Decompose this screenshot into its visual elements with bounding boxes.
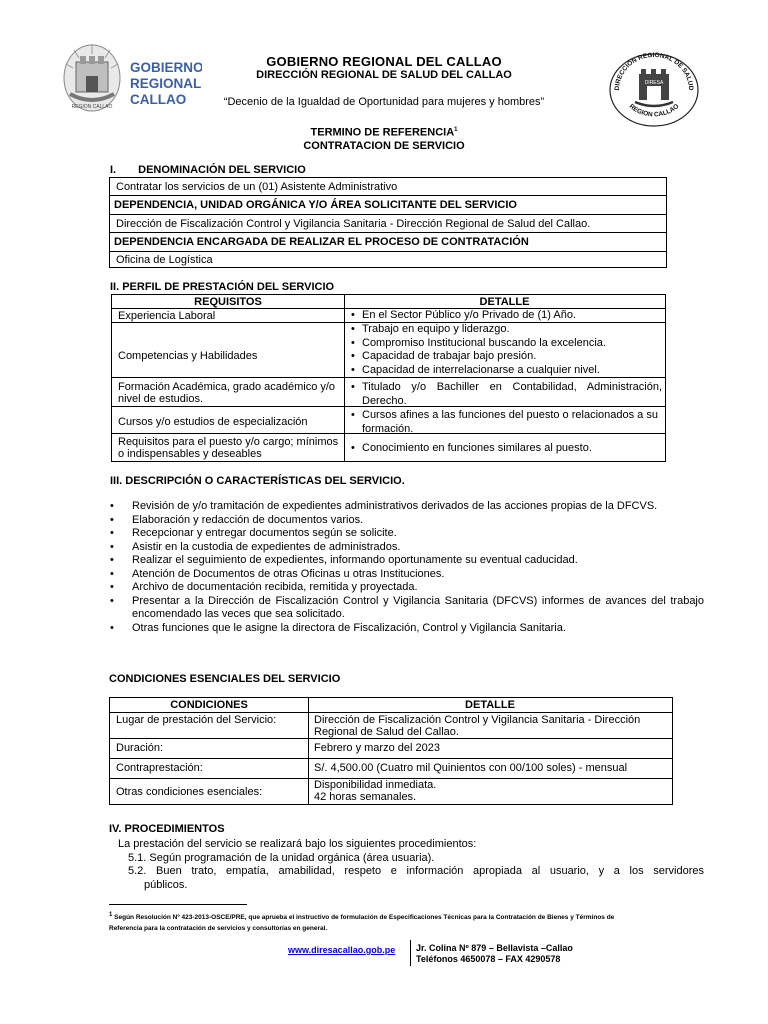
svg-text:DIRECCIÓN REGIONAL DE SALUD: DIRECCIÓN REGIONAL DE SALUD	[613, 51, 695, 91]
conditions-table	[109, 697, 673, 805]
list-item: • Otras funciones que le asigne la directora de Fiscalización, Control y Vigilancia Sanitaria.	[104, 622, 704, 636]
condition-label: Duración:	[116, 742, 164, 754]
section3-heading: III. DESCRIPCIÓN O CARACTERÍSTICAS DEL SERVICIO.	[110, 475, 405, 487]
section1-table	[109, 177, 667, 268]
contracting-dependency-value: Oficina de Logística	[116, 254, 213, 266]
procedure-item: 5.2. Buen trato, empatía, amabilidad, respeto e información apropiada al usuario, y a los servidores	[128, 865, 704, 877]
diresa-seal-logo	[605, 50, 703, 128]
website-link[interactable]: www.diresacallao.gob.pe	[288, 945, 396, 955]
col-header-requisitos: REQUISITOS	[194, 296, 262, 308]
procedure-item: 5.1. Según programación de la unidad orgánica (área usuaria).	[128, 851, 435, 864]
contracting-dependency-heading: DEPENDENCIA ENCARGADA DE REALIZAR EL PROCESO DE CONTRATACIÓN	[114, 236, 529, 248]
svg-text:REGION CALLAO: REGION CALLAO	[627, 102, 681, 119]
footnote-separator	[109, 904, 247, 905]
list-item: • Realizar el seguimiento de expedientes, informando oportunamente su eventual caducidad.	[104, 554, 704, 568]
table-row-det: • Trabajo en equipo y liderazgo. • Compromiso Institucional buscando la excelencia. • Capacidad de trabajar bajo presión. • Capacidad de interrelacionarse a cualquier nivel.	[350, 323, 662, 377]
list-item: • Recepcionar y entregar documentos según se solicite.	[104, 527, 704, 541]
service-description-list	[104, 500, 704, 635]
logo-text-line3: CALLAO	[130, 92, 187, 107]
procedure-item-continuation: públicos.	[144, 878, 188, 891]
condition-detail: Disponibilidad inmediata. 42 horas semanales.	[314, 779, 437, 803]
table-row-det: • Cursos afines a las funciones del puesto o relacionados a su formación.	[350, 409, 662, 436]
dependency-heading: DEPENDENCIA, UNIDAD ORGÁNICA Y/O ÁREA SOLICITANTE DEL SERVICIO	[114, 199, 517, 211]
table-row-det: • Titulado y/o Bachiller en Contabilidad, Administración, Derecho.	[350, 381, 662, 408]
logo-text-line2: REGIONAL	[130, 76, 202, 91]
condition-detail: Dirección de Fiscalización Control y Vigilancia Sanitaria - Dirección Regional de Salud del Callao.	[314, 714, 641, 738]
header-subtitle: DIRECCIÓN REGIONAL DE SALUD DEL CALLAO	[256, 69, 512, 81]
footnote: $^1$ Según Resolución Nº 423-2013-OSCE/PRE, que aprueba el instructivo de formulación de Especificaciones Técnicas para la Contratación de Bienes y Términos de Referencia para la contratación de servicios y consultorías en general.	[109, 912, 615, 933]
list-item: • Elaboración y redacción de documentos varios.	[104, 514, 704, 528]
section2-heading: II. PERFIL DE PRESTACIÓN DEL SERVICIO	[110, 281, 335, 293]
section1-heading: I. DENOMINACIÓN DEL SERVICIO	[110, 164, 306, 176]
footer-address: Jr. Colina Nº 879 – Bellavista –Callao	[416, 943, 573, 953]
condition-label: Lugar de prestación del Servicio:	[116, 714, 277, 726]
document-title: TERMINO DE REFERENCIA$^1$ CONTRATACION DE SERVICIO	[303, 126, 465, 152]
footnote-ref: 1	[454, 127, 458, 133]
table-row-req: Requisitos para el puesto y/o cargo; mínimos o indispensables y deseables	[118, 436, 339, 460]
table-row-req: Experiencia Laboral	[118, 310, 216, 322]
section4-heading: IV. PROCEDIMIENTOS	[109, 823, 225, 835]
table-row-req: Formación Académica, grado académico y/o nivel de estudios.	[118, 381, 336, 405]
table-row-det: • Conocimiento en funciones similares al puesto.	[350, 442, 662, 456]
footer-contact	[416, 943, 573, 965]
list-item: • Presentar a la Dirección de Fiscalización Control y Vigilancia Sanitaria (DFCVS) informes de avances del trabajo encomendado las veces que sea solicitado.	[104, 595, 704, 622]
logo-text-line1: GOBIERNO	[130, 60, 202, 75]
dependency-value: Dirección de Fiscalización Control y Vigilancia Sanitaria - Dirección Regional de Salud del Callao.	[116, 218, 591, 230]
table-row-req: Competencias y Habilidades	[118, 350, 258, 362]
service-name: Contratar los servicios de un (01) Asistente Administrativo	[116, 181, 398, 193]
svg-text:DIRESA: DIRESA	[644, 80, 664, 86]
header-title: GOBIERNO REGIONAL DEL CALLAO	[266, 54, 502, 69]
condition-detail: S/. 4,500.00 (Cuatro mil Quinientos con 00/100 soles) - mensual	[314, 762, 628, 774]
condition-detail: Febrero y marzo del 2023	[314, 742, 440, 754]
col-header-condiciones: CONDICIONES	[170, 699, 248, 711]
col-header-detalle: DETALLE	[479, 296, 530, 308]
table-row-req: Cursos y/o estudios de especialización	[118, 416, 308, 428]
footer-phones: Teléfonos 4650078 – FAX 4290578	[416, 954, 561, 964]
procedures-block	[118, 838, 708, 892]
list-item: • Atención de Documentos de otras Oficinas u otras Instituciones.	[104, 568, 704, 582]
svg-text:REGION CALLAO: REGION CALLAO	[71, 104, 113, 110]
footer-divider	[410, 940, 411, 966]
header-slogan: “Decenio de la Igualdad de Oportunidad para mujeres y hombres”	[223, 96, 545, 108]
condition-label: Contraprestación:	[116, 762, 203, 774]
profile-table	[111, 294, 666, 462]
procedures-intro: La prestación del servicio se realizará bajo los siguientes procedimientos:	[118, 838, 477, 850]
condition-label: Otras condiciones esenciales:	[116, 786, 263, 798]
list-item: • Archivo de documentación recibida, remitida y proyectada.	[104, 581, 704, 595]
col-header-detalle: DETALLE	[465, 699, 515, 711]
table-row-det: • En el Sector Público y/o Privado de (1) Año.	[350, 309, 662, 323]
list-item: • Revisión de y/o tramitación de expedientes administrativos derivados de las acciones propias de la DFCVS.	[104, 500, 704, 514]
list-item: • Asistir en la custodia de expedientes de administrados.	[104, 541, 704, 555]
conditions-heading: CONDICIONES ESENCIALES DEL SERVICIO	[109, 673, 341, 685]
